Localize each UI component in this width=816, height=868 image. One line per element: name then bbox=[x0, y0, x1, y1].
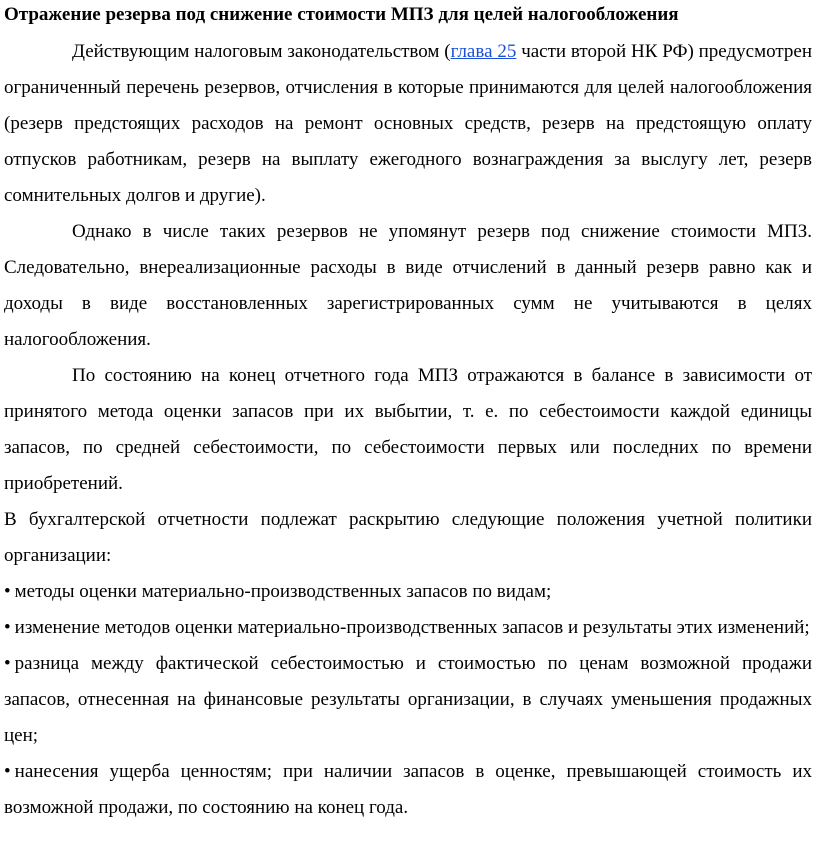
paragraph-tax-reserves bbox=[4, 34, 812, 214]
paragraph-mpz-reserve: Однако в числе таких резервов не упомянут резерв под снижение стоимости МПЗ. Следовательно, внереализационные расходы в виде отчислений в данный резерв равно как и доходы в виде восстановленных зарегистрированных сумм не учитываются в целях налогообложения. bbox=[4, 221, 812, 350]
list-item bbox=[4, 574, 812, 610]
list-item-text: нанесения ущерба ценностям; при наличии запасов в оценке, превышающей стоимость их возможной продажи, по состоянию на конец года. bbox=[4, 761, 812, 818]
list-item-text: изменение методов оценки материально-производственных запасов и результаты этих изменений; bbox=[14, 617, 810, 638]
paragraph-tax-reserves-end: части второй НК РФ) предусмотрен ограниченный перечень резервов, отчисления в которые принимаются для целей налогообложения (резерв предстоящих расходов на ремонт основных средств, резерв на предстоящую оплату отпусков работникам, резерв на выплату ежегодного вознаграждения за выслугу лет, резерв сомнительных долгов и другие). bbox=[4, 41, 812, 206]
bullet-icon: • bbox=[4, 653, 11, 674]
bullet-icon: • bbox=[4, 761, 11, 782]
list-item bbox=[4, 646, 812, 754]
bullet-icon: • bbox=[4, 581, 11, 602]
paragraph-balance-valuation: По состоянию на конец отчетного года МПЗ отражаются в балансе в зависимости от принятого метода оценки запасов при их выбытии, т. е. по себестоимости каждой единицы запасов, по средней себестоимости, по себестоимости первых или последних по времени приобретений. bbox=[4, 365, 812, 494]
paragraph-tax-reserves-start: Действующим налоговым законодательством ( bbox=[72, 41, 451, 62]
list-item-text: методы оценки материально-производственных запасов по видам; bbox=[14, 581, 552, 602]
link-chapter-25[interactable]: глава 25 bbox=[450, 41, 517, 62]
list-item-text: разница между фактической себестоимостью и стоимостью по ценам возможной продажи запасов, отнесенная на финансовые результаты организации, в случаях уменьшения продажных цен; bbox=[4, 653, 812, 746]
list-item bbox=[4, 610, 812, 646]
document-title: Отражение резерва под снижение стоимости МПЗ для целей налогообложения bbox=[4, 4, 679, 25]
bullet-icon: • bbox=[4, 617, 11, 638]
list-item bbox=[4, 754, 812, 826]
paragraph-disclosure-intro: В бухгалтерской отчетности подлежат раскрытию следующие положения учетной политики организации: bbox=[4, 509, 812, 566]
